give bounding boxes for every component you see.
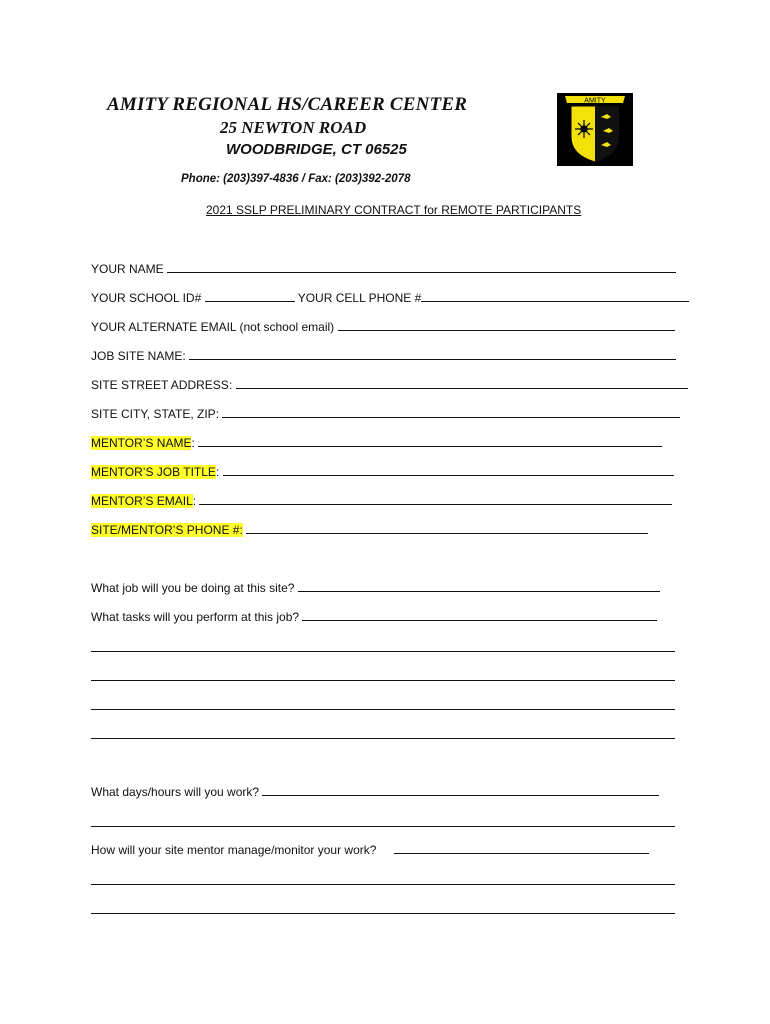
school-city: WOODBRIDGE, CT 06525 [226, 141, 407, 158]
tasks-answer-line-3[interactable] [91, 680, 675, 681]
street-row [91, 377, 688, 393]
alt-email-row [91, 319, 675, 335]
name-label: YOUR NAME [91, 262, 164, 276]
city-row [91, 406, 680, 422]
mentor-phone-row [91, 522, 648, 538]
mentor-email-label: MENTOR’S EMAIL [91, 494, 193, 508]
mentor-title-line[interactable] [223, 464, 674, 476]
mentor-phone-line[interactable] [246, 522, 648, 534]
tasks-question: What tasks will you perform at this job? [91, 610, 300, 624]
contract-title: 2021 SSLP PRELIMINARY CONTRACT for REMOTE PARTICIPANTS [206, 203, 582, 217]
cell-phone-label: YOUR CELL PHONE # [297, 291, 422, 305]
job-site-label: JOB SITE NAME: [91, 349, 186, 363]
school-id-label: YOUR SCHOOL ID# [91, 291, 202, 305]
mentor-name-label: MENTOR’S NAME [91, 436, 192, 450]
monitor-answer-line-3[interactable] [91, 913, 675, 914]
logo-text: AMITY [584, 97, 606, 105]
mentor-email-line[interactable] [199, 493, 672, 505]
id-phone-row [91, 290, 689, 306]
job-question: What job will you be doing at this site? [91, 581, 295, 595]
mentor-name-row: MENTOR’S NAME: [91, 435, 662, 451]
monitor-answer-line[interactable] [394, 842, 649, 854]
alt-email-label: YOUR ALTERNATE EMAIL (not school email) [91, 320, 335, 334]
mentor-title-row: MENTOR’S JOB TITLE: [91, 464, 674, 480]
school-phone-fax: Phone: (203)397-4836 / Fax: (203)392-2078 [181, 173, 411, 185]
job-site-line[interactable] [189, 348, 676, 360]
hours-question: What days/hours will you work? [91, 785, 260, 799]
street-label: SITE STREET ADDRESS: [91, 378, 233, 392]
school-street: 25 NEWTON ROAD [220, 118, 367, 137]
tasks-question-row [91, 609, 657, 625]
city-label: SITE CITY, STATE, ZIP: [91, 407, 220, 421]
mentor-phone-label: SITE/MENTOR’S PHONE #: [91, 523, 243, 537]
tasks-answer-line-5[interactable] [91, 738, 675, 739]
school-id-line[interactable] [205, 290, 295, 302]
cell-phone-line[interactable] [421, 290, 689, 302]
school-name: AMITY REGIONAL HS/CAREER CENTER [107, 94, 468, 115]
job-question-row [91, 580, 660, 596]
mentor-name-line[interactable] [198, 435, 662, 447]
job-answer-line[interactable] [298, 580, 660, 592]
monitor-question-row [91, 842, 649, 858]
job-site-row [91, 348, 676, 364]
street-line[interactable] [236, 377, 688, 389]
tasks-answer-line-2[interactable] [91, 651, 675, 652]
tasks-answer-line-4[interactable] [91, 709, 675, 710]
hours-question-row [91, 784, 659, 800]
monitor-question: How will your site mentor manage/monitor your work? [91, 843, 377, 857]
amity-logo [557, 93, 633, 166]
city-line[interactable] [222, 406, 680, 418]
mentor-email-row: MENTOR’S EMAIL: [91, 493, 672, 509]
alt-email-line[interactable] [338, 319, 675, 331]
name-row [91, 261, 676, 277]
hours-answer-line[interactable] [262, 784, 659, 796]
name-line[interactable] [167, 261, 676, 273]
mentor-title-label: MENTOR’S JOB TITLE [91, 465, 216, 479]
monitor-answer-line-2[interactable] [91, 884, 675, 885]
tasks-answer-line[interactable] [302, 609, 657, 621]
hours-answer-line-2[interactable] [91, 826, 675, 827]
